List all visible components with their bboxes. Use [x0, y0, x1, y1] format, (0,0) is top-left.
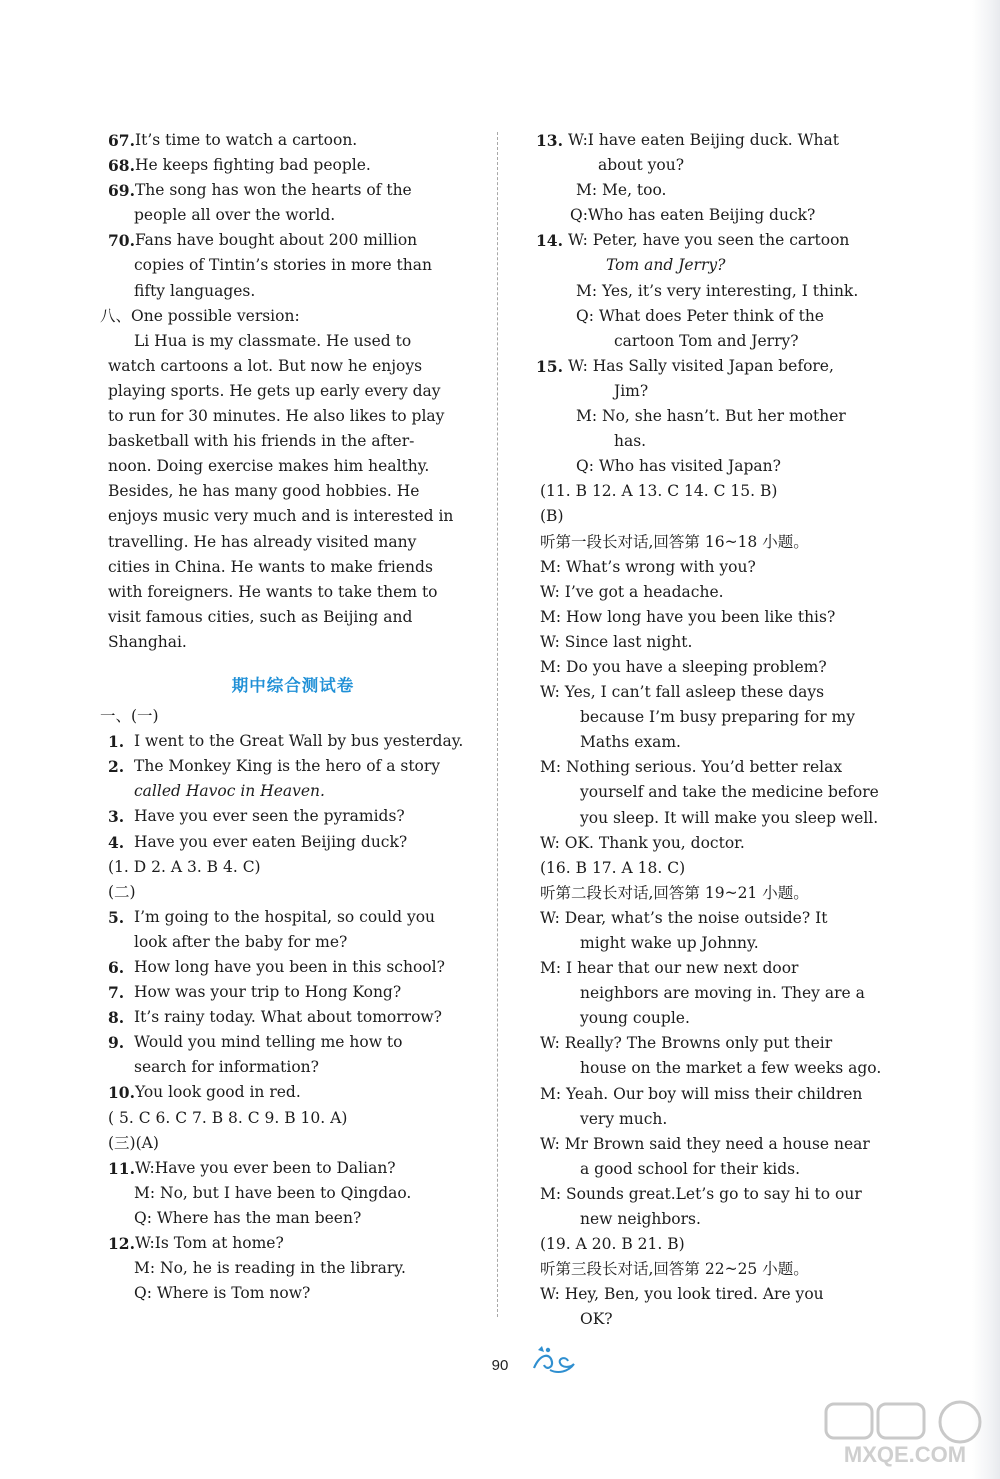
dialog-line: M: What’s wrong with you?	[540, 557, 756, 576]
left-column	[100, 128, 478, 1306]
item-14-line2: Tom and Jerry?	[606, 256, 726, 275]
page-edge-shadow	[972, 0, 1000, 1479]
item-11: 11. W:Have you ever been to Dalian?	[108, 1158, 396, 1178]
item-12-line2: M: No, he is reading in the library.	[134, 1259, 406, 1278]
item-14: 14. W: Peter, have you seen the cartoon	[536, 231, 850, 251]
essay-heading: 八、One possible version:	[100, 306, 300, 325]
dialog-line: W: I’ve got a headache.	[540, 582, 724, 601]
essay-line: with foreigners. He wants to take them to	[108, 582, 438, 601]
item-69: 69. The song has won the hearts of the	[108, 181, 412, 201]
item-13: 13. W:I have eaten Beijing duck. What	[536, 131, 839, 150]
right-column	[536, 128, 890, 1333]
essay-line: travelling. He has already visited many	[108, 532, 417, 551]
page-number: 90	[491, 1357, 509, 1374]
dialog1-title: 听第一段长对话,回答第 16~18 小题。	[540, 532, 809, 551]
dialog2-title: 听第二段长对话,回答第 19~21 小题。	[540, 883, 809, 902]
part3-heading: (三)(A)	[108, 1133, 159, 1152]
item-1: 1. I went to the Great Wall by bus yesterday.	[108, 732, 464, 752]
dialog-line: W: Really? The Browns only put their	[540, 1034, 833, 1053]
item-3: 3. Have you ever seen the pyramids?	[108, 807, 405, 827]
dialog-line: might wake up Johnny.	[580, 934, 759, 952]
watermark-logo	[820, 1400, 990, 1470]
svg-text:MXQE.COM: MXQE.COM	[843, 1442, 967, 1467]
item-70: 70. Fans have bought about 200 million	[108, 231, 418, 251]
item-13-line4: Q:Who has eaten Beijing duck?	[570, 206, 816, 225]
essay-line: visit famous cities, such as Beijing and	[108, 607, 413, 626]
item-12-line3: Q: Where is Tom now?	[134, 1284, 311, 1303]
part2-answers: ( 5. C 6. C 7. B 8. C 9. B 10. A)	[108, 1108, 348, 1127]
item-2-line2: called Havoc in Heaven.	[134, 782, 325, 801]
answers-11-15: (11. B 12. A 13. C 14. C 15. B)	[540, 482, 778, 501]
part3b-heading: (B)	[540, 507, 564, 526]
column-divider	[497, 132, 498, 1317]
item-68: 68. He keeps fighting bad people.	[108, 156, 371, 176]
dialog-line: M: Sounds great.Let’s go to say hi to our	[540, 1184, 862, 1203]
dialog-line: W: Yes, I can’t fall asleep these days	[540, 683, 825, 702]
item-9: 9. Would you mind telling me how to	[108, 1033, 403, 1053]
dialog-line: M: How long have you been like this?	[540, 607, 836, 626]
item-14-line3: M: Yes, it’s very interesting, I think.	[576, 281, 859, 300]
essay-line: watch cartoons a lot. But now he enjoys	[108, 356, 423, 375]
item-15-line4: has.	[614, 432, 647, 451]
dialog-line: Maths exam.	[580, 733, 681, 752]
dialog-line: a good school for their kids.	[580, 1159, 801, 1178]
part1-heading: 一、(一)	[100, 707, 159, 726]
dialog-line: house on the market a few weeks ago.	[580, 1059, 882, 1078]
section-title: 期中综合测试卷	[231, 675, 355, 695]
item-14-line4: Q: What does Peter think of the	[576, 306, 824, 325]
item-5: 5. I’m going to the hospital, so could you	[108, 907, 436, 927]
item-8: 8. It’s rainy today. What about tomorrow?	[108, 1008, 442, 1028]
dialog-line: very much.	[580, 1109, 668, 1128]
item-10: 10. You look good in red.	[108, 1083, 301, 1103]
dialog-line: young couple.	[580, 1009, 690, 1028]
part2-heading: (二)	[108, 882, 136, 901]
dialog-line: W: Since last night.	[540, 632, 693, 651]
dialog-line: W: Mr Brown said they need a house near	[540, 1134, 870, 1153]
essay-line: playing sports. He gets up early every day	[108, 381, 441, 400]
dialog-line: W: Dear, what’s the noise outside? It	[540, 908, 828, 927]
dialog-line: because I’m busy preparing for my	[580, 708, 855, 727]
item-15-line2: Jim?	[614, 381, 649, 400]
dialog-line: M: Nothing serious. You’d better relax	[540, 758, 843, 777]
dialog-line: OK?	[580, 1310, 613, 1329]
part1-answers: (1. D 2. A 3. B 4. C)	[108, 857, 261, 876]
answers-19-21: (19. A 20. B 21. B)	[540, 1235, 685, 1254]
item-12: 12. W:Is Tom at home?	[108, 1234, 284, 1254]
item-7: 7. How was your trip to Hong Kong?	[108, 983, 402, 1003]
item-67: 67. It’s time to watch a cartoon.	[108, 131, 358, 150]
item-2: 2. The Monkey King is the hero of a story	[108, 757, 441, 777]
dialog-line: W: OK. Thank you, doctor.	[540, 833, 745, 852]
dialog-line: M: I hear that our new next door	[540, 959, 799, 978]
essay-line: Li Hua is my classmate. He used to	[134, 331, 412, 350]
dialog-line: new neighbors.	[580, 1210, 701, 1229]
item-69-line2: people all over the world.	[134, 206, 336, 225]
item-6: 6. How long have you been in this school?	[108, 958, 445, 977]
item-14-line5: cartoon Tom and Jerry?	[614, 331, 799, 350]
dialog-line: W: Hey, Ben, you look tired. Are you	[540, 1285, 824, 1304]
item-70-line2: copies of Tintin’s stories in more than	[134, 256, 432, 275]
essay-line: basketball with his friends in the after-	[108, 432, 415, 451]
dialog-line: M: Yeah. Our boy will miss their children	[540, 1084, 863, 1103]
swirl-logo-icon	[530, 1344, 578, 1382]
dialog3-title: 听第三段长对话,回答第 22~25 小题。	[540, 1260, 809, 1279]
item-13-line3: M: Me, too.	[576, 181, 667, 200]
answers-16-18: (16. B 17. A 18. C)	[540, 858, 686, 877]
essay-line: enjoys music very much and is interested in	[108, 507, 454, 526]
item-70-line3: fifty languages.	[134, 281, 256, 300]
essay-body	[108, 329, 478, 655]
item-15-line3: M: No, she hasn’t. But her mother	[576, 407, 846, 426]
item-4: 4. Have you ever eaten Beijing duck?	[108, 832, 408, 852]
item-11-line2: M: No, but I have been to Qingdao.	[134, 1183, 412, 1202]
essay-line: Shanghai.	[108, 632, 187, 651]
item-9-line2: search for information?	[134, 1058, 319, 1077]
dialog-line: yourself and take the medicine before	[580, 783, 879, 802]
essay-line: to run for 30 minutes. He also likes to play	[108, 407, 445, 426]
item-13-line2: about you?	[598, 156, 685, 175]
essay-line: Besides, he has many good hobbies. He	[108, 482, 420, 501]
essay-line: cities in China. He wants to make friends	[108, 557, 433, 576]
dialog-line: neighbors are moving in. They are a	[580, 984, 865, 1003]
item-11-line3: Q: Where has the man been?	[134, 1208, 362, 1227]
dialog-line: you sleep. It will make you sleep well.	[580, 808, 879, 827]
essay-line: noon. Doing exercise makes him healthy.	[108, 457, 430, 476]
dialog-line: M: Do you have a sleeping problem?	[540, 657, 827, 676]
item-15-line5: Q: Who has visited Japan?	[576, 457, 781, 476]
item-15: 15. W: Has Sally visited Japan before,	[536, 356, 834, 376]
item-5-line2: look after the baby for me?	[134, 932, 348, 951]
